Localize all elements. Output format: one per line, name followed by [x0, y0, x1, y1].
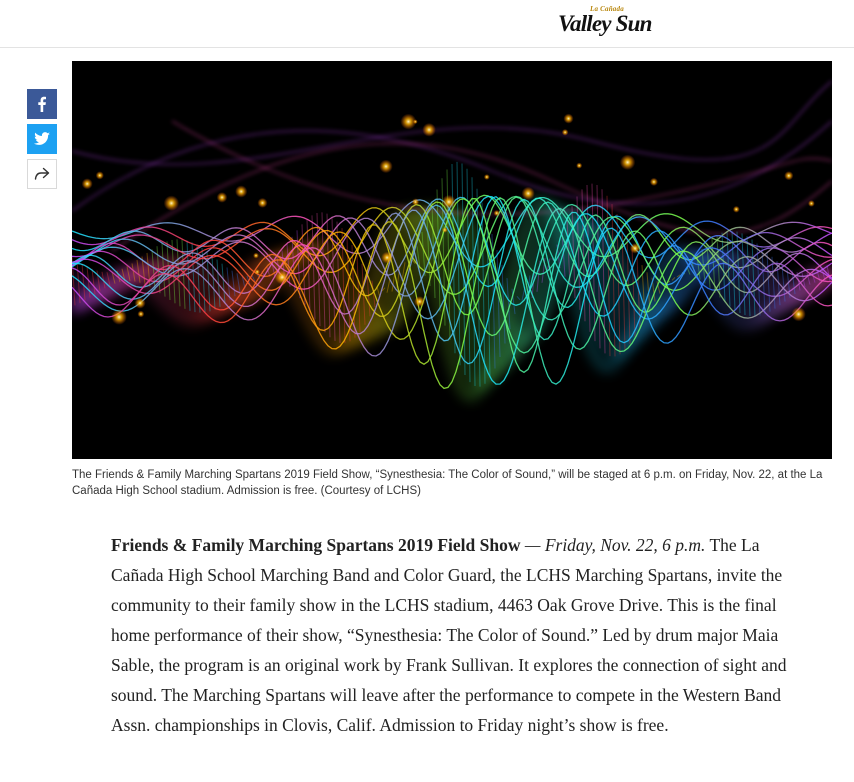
facebook-share-button[interactable]: [27, 89, 57, 119]
light-spark: [442, 227, 447, 232]
light-spark: [164, 196, 179, 211]
light-spark: [379, 160, 392, 173]
more-share-button[interactable]: [27, 159, 57, 189]
share-bar: [27, 89, 57, 194]
twitter-icon: [34, 132, 50, 146]
light-spark: [484, 174, 490, 180]
share-arrow-icon: [34, 167, 50, 181]
event-title: Friends & Family Marching Spartans 2019 Field Show: [111, 535, 521, 555]
light-spark: [258, 198, 268, 208]
article-paragraph: [111, 530, 801, 740]
light-spark: [522, 187, 535, 200]
light-spark: [564, 114, 574, 124]
logo-main-text: Valley Sun: [558, 11, 652, 36]
light-spark: [414, 296, 425, 307]
light-spark: [422, 123, 436, 137]
image-caption: The Friends & Family Marching Spartans 2019 Field Show, “Synesthesia: The Color of Sound,” will be staged at 6 p.m. on Friday, Nov. 22, at the La Cañada High School stadium. Admission is free. (Courtesy of LCHS): [72, 469, 823, 497]
light-spark: [650, 178, 658, 186]
light-spark: [138, 311, 145, 318]
light-spark: [82, 178, 93, 189]
light-spark: [791, 307, 805, 321]
light-spark: [630, 243, 641, 254]
abstract-sound-wave-image: [72, 61, 832, 459]
light-spark: [442, 195, 456, 209]
light-spark: [96, 171, 104, 179]
light-spark: [135, 298, 146, 309]
light-spark: [275, 270, 289, 284]
light-spark: [576, 163, 582, 169]
light-spark: [733, 206, 740, 213]
light-spark: [562, 129, 569, 136]
light-spark: [217, 192, 228, 203]
light-spark: [412, 198, 419, 205]
hero-image[interactable]: [72, 61, 832, 459]
event-dash: —: [520, 535, 545, 555]
event-datetime: Friday, Nov. 22, 6 p.m.: [544, 535, 706, 555]
site-header: [0, 0, 854, 48]
light-spark: [808, 200, 815, 207]
light-spark: [381, 252, 393, 264]
light-spark: [253, 253, 259, 259]
site-logo[interactable]: [558, 3, 668, 43]
light-spark: [111, 309, 127, 325]
light-spark: [235, 185, 247, 197]
logo-small-text: La Cañada: [590, 5, 624, 13]
light-spark: [620, 155, 635, 170]
facebook-icon: [35, 96, 49, 112]
light-spark: [401, 114, 417, 130]
twitter-share-button[interactable]: [27, 124, 57, 154]
article-body: The La Cañada High School Marching Band and Color Guard, the LCHS Marching Spartans, invite the community to their family show in the LCHS stadium, 4463 Oak Grove Drive. This is the final home performance of their show, “Synesthesia: The Color of Sound.” Led by drum major Maia Sable, the program is an original work by Frank Sullivan. It explores the connection of sight and sound. The Marching Spartans will leave after the performance to compete in the Western Band Assn. championships in Clovis, Calif. Admission to Friday night’s show is free.: [111, 535, 787, 735]
light-spark: [494, 210, 500, 216]
light-spark: [784, 171, 793, 180]
light-spark: [254, 269, 260, 275]
